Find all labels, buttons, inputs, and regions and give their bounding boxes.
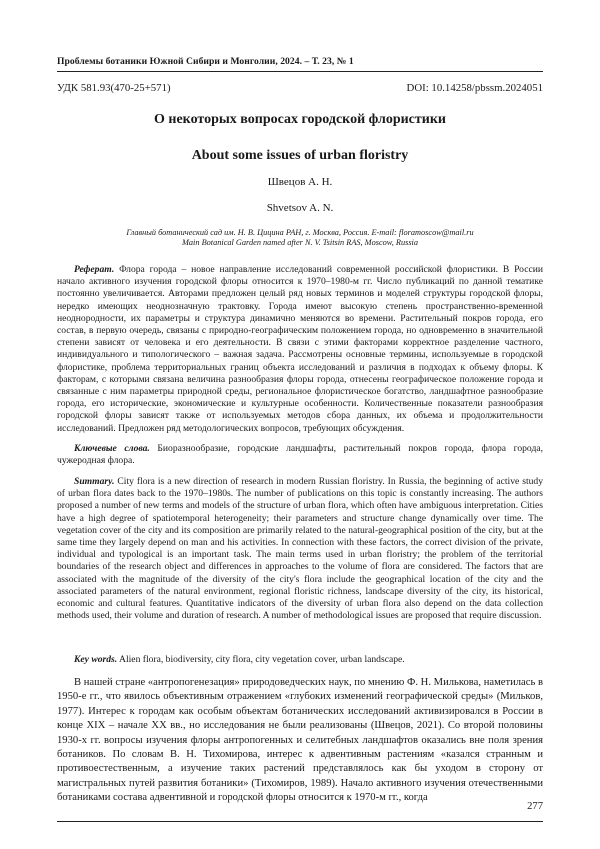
title-russian: О некоторых вопросах городской флористики (154, 112, 446, 127)
abstract-label: Реферат. (74, 264, 115, 275)
keywords-text: Биоразнообразие, городские ландшафты, растительный покров города, флора города, чужеродная флора. (57, 443, 543, 467)
running-head: Проблемы ботаники Южной Сибири и Монголии, 2024. – Т. 23, № 1 (57, 56, 354, 67)
summary-english (57, 476, 543, 622)
title-english: About some issues of urban floristry (191, 148, 409, 163)
abstract-russian (57, 264, 543, 435)
body-paragraph (57, 676, 543, 806)
keywords-label: Ключевые слова. (74, 443, 150, 454)
header-rule (57, 71, 543, 72)
affiliation-english: Main Botanical Garden named after N. V. Tsitsin RAS, Moscow, Russia (182, 238, 418, 247)
keywords-russian (57, 443, 543, 467)
keywords-en-text: Alien flora, biodiversity, city flora, city vegetation cover, urban landscape. (119, 654, 405, 665)
summary-label: Summary. (74, 476, 115, 487)
author-russian: Швецов А. Н. (267, 176, 333, 188)
footer-rule (57, 821, 543, 822)
abstract-text: Флора города – новое направление исследований современной российской флористики. В России начало активного изучения городской флоры относится к 1970–1980-м гг. Число публикаций по данной тематике постоянно увеличивается. Авторами предложен целый ряд новых терминов и моделей структуры городской флоры, нередко имеющих неоднозначную трактовку. Города имеют высокую степень пространственно-временной неоднородности, их параметры и структура динамично меняются во времени. Растительный покров города, его состав, в первую очередь, связаны с природно-географическим положением города, но одновременно в значительной степени зависят от человека и его деятельности. В связи с этими факторами корректное разделение частного, индивидуального и типологического – важная задача. Рассмотрены основные термины, используемые в городской флористике, проблема территориальных границ объекта исследований и различия в подходах к объему флоры. К факторам, с которыми связана величина разнообразия флоры города, отнесены географическое положение города и связанные с ним параметры природной среды, региональное флористическое богатство, ландшафтное разнообразие города, его исторические, экономические и культурные особенности. Количественные показатели разнообразия городской флоры зависят также от используемых методов сбора данных, их объема и продолжительности исследований. Предложен ряд методологических вопросов, требующих обсуждения. (57, 264, 543, 434)
keywords-english (57, 654, 543, 666)
doi: DOI: 10.14258/pbssm.2024051 (406, 82, 543, 94)
keywords-en-label: Key words. (74, 654, 118, 665)
summary-text: City flora is a new direction of research in modern Russian floristry. In Russia, the beginning of active study of urban flora dates back to the 1970–1980s. The number of publications on this topic is constantly increasing. The authors proposed a number of new terms and models of the structure of urban flora, which often have ambiguous interpretation. Cities have a high degree of spatiotemporal heterogeneity; their parameters and structure change dynamically over time. The vegetation cover of the city and its composition are primarily related to the natural-geographical position of the city, but at the same time they largely depend on man and his activities. In connection with these factors, the correct division of the private, individual and typological is an important task. The main terms used in urban floristry; the problem of the territorial boundaries of the research object and differences in approaches to the volume of flora are considered. The factors that are associated with the magnitude of the diversity of the city's flora include the geographical location of the city and the associated parameters of the natural environment, regional floristic richness, landscape diversity of the city, its historical, economic and cultural features. Quantitative indicators of the diversity of urban flora also depend on the data collection methods used, their volume and duration of research. A number of methodological issues are proposed that require discussion. (57, 476, 543, 622)
body-text: В нашей стране «антропогенезация» природоведческих наук, по мнению Ф. Н. Милькова, наметилась в 1950-е гг., что явилось объективным отражением «глубоких изменений географической среды» (Мильков, 1977). Интерес к городам как особым объектам ботанических исследований активизировался в России в конце XIX – начале XX вв., но исследования не были реализованы (Швецов, 2021). Со второй половины 1930-х гг. вопросы изучения флоры антропогенных и селитебных ландшафтов оказались вне поля зрения ботаников. По словам В. Н. Тихомирова, интерес к адвентивным растениям «казался странным и противоестественным, а изучение таких растений представлялось как бы уходом в сторону от магистральных путей развития ботаники» (Тихомиров, 1989). Начало активного изучения отечественными ботаниками состава адвентивной и городской флоры относится к 1970-м гг., когда (57, 677, 543, 804)
affiliation-russian: Главный ботанический сад им. Н. В. Цицина РАН, г. Москва, Россия. E-mail: floramoscow@mail.ru (126, 228, 474, 237)
page-number: 277 (527, 801, 543, 812)
udc-code: УДК 581.93(470-25+571) (57, 82, 171, 94)
author-english: Shvetsov A. N. (266, 202, 334, 214)
